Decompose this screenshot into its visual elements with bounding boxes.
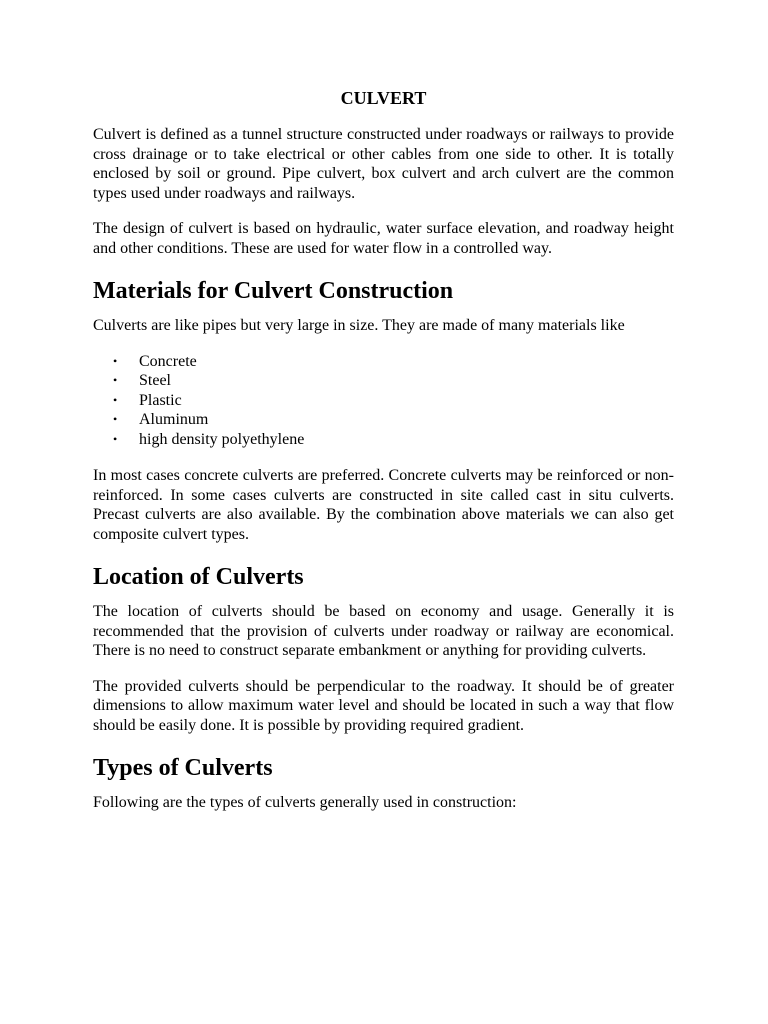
location-heading: Location of Culverts — [93, 564, 304, 591]
location-paragraph-1: The location of culverts should be based on economy and usage. Generally it is recommended that the provision of culverts under roadway or railway are economical. There is no need to construct separate embankment or anything for providing culverts. — [93, 603, 674, 660]
document-title: CULVERT — [340, 88, 427, 108]
location-paragraph-2: The provided culverts should be perpendicular to the roadway. It should be of greater dimensions to allow maximum water level and should be located in such a way that flow should be easily done. It is possible by providing required gradient. — [93, 677, 674, 734]
list-item: • Concrete — [93, 352, 674, 372]
types-heading: Types of Culverts — [93, 755, 273, 782]
list-item: • high density polyethylene — [93, 430, 674, 450]
types-intro: Following are the types of culverts generally used in construction: — [93, 794, 517, 812]
materials-heading: Materials for Culvert Construction — [93, 278, 454, 304]
materials-outro: In most cases concrete culverts are preferred. Concrete culverts may be reinforced or non-reinforced. In some cases culverts are constructed in site called cast in situ culverts. Precast culverts are also available. By the combination above materials we can also get composite culvert types. — [93, 467, 674, 543]
list-item: • Aluminum — [93, 410, 674, 430]
list-item: • Plastic — [93, 391, 674, 411]
intro-paragraph-2: The design of culvert is based on hydraulic, water surface elevation, and roadway height and other conditions. These are used for water flow in a controlled way. — [93, 220, 674, 257]
document-page — [93, 86, 674, 813]
intro-paragraph-1: Culvert is defined as a tunnel structure constructed under roadways or railways to provide cross drainage or to take electrical or other cables from one side to other. It is totally enclosed by soil or ground. Pipe culvert, box culvert and arch culvert are the common types used under roadways and railways. — [93, 126, 674, 202]
list-item: • Steel — [93, 371, 674, 391]
materials-list — [93, 352, 674, 450]
materials-intro: Culverts are like pipes but very large in size. They are made of many materials like — [93, 317, 625, 334]
